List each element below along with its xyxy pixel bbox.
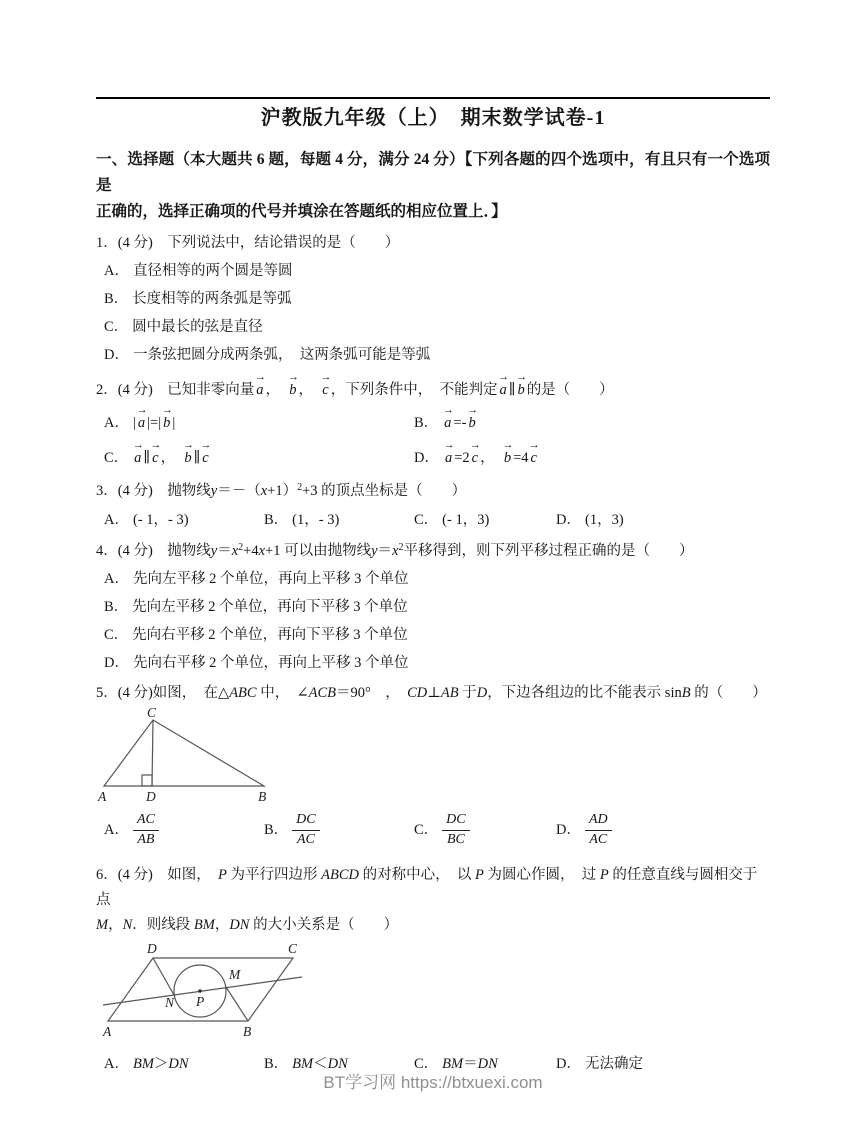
triangle-outline: [104, 720, 264, 786]
question-5-options: [96, 812, 770, 849]
footer-watermark: BT学习网 https://btxuexi.com: [323, 1073, 543, 1092]
vector-a: → a: [132, 439, 144, 466]
option-label: B．: [264, 821, 289, 838]
vector-c: → c: [528, 439, 540, 466]
question-2-stem: 2．(4 分) 已知非零向量 → a ， → b ， → c ，下列条件中， 不能判定 → a ∥ → b 的是（ ）: [96, 380, 770, 401]
option-label: C．: [414, 512, 439, 528]
question-6-stem: 6．(4 分) 如图， P 为平行四边形 ABCD 的对称中心， 以 P 为圆心作圆， 过 P 的任意直线与圆相交于点 M，N．则线段 BM，DN 的大小关系是（ ）: [96, 866, 758, 933]
vector-arrow-icon: →: [442, 404, 454, 417]
option-text: 一条弦把圆分成两条弧， 这两条弧可能是等弧: [132, 347, 431, 363]
vector-arrow-icon: →: [136, 404, 148, 417]
vertex-label-d: D: [146, 789, 156, 804]
vector-arrow-icon: →: [200, 439, 212, 452]
option-text: [442, 812, 469, 847]
option-label: B．: [104, 291, 129, 307]
vector-arrow-icon: →: [150, 439, 162, 452]
option-label: D．: [104, 347, 129, 363]
option-label: C．: [104, 450, 129, 466]
option-text: [585, 812, 612, 847]
option-label: A．: [104, 512, 129, 528]
fraction: $\frac{AD}{AC}$: [585, 812, 612, 849]
option-text: | → a |=| → b |: [133, 415, 175, 431]
vector-a: → a: [254, 371, 266, 398]
vertex-label-c: C: [147, 705, 157, 720]
option-text: (1，- 3): [292, 512, 340, 528]
option-text: BM＜DN: [292, 1055, 348, 1072]
option-text: → a =2 → c ， → b =4 → c: [443, 450, 539, 466]
option-label: C．: [414, 1055, 439, 1072]
question-1-option-c: [96, 317, 770, 338]
vector-c: → c: [320, 371, 332, 398]
option-label: B．: [414, 415, 439, 431]
question-2-option-b: [406, 404, 770, 434]
vector-arrow-icon: →: [132, 439, 144, 452]
question-1: [96, 233, 770, 366]
point-label-n: N: [165, 994, 175, 1010]
option-text: → a ∥ → c ， → b ∥ → c: [132, 450, 211, 466]
question-2-options: [96, 404, 770, 469]
triangle-figure: [96, 706, 296, 806]
option-label: D．: [556, 821, 581, 838]
vertex-label-b: B: [258, 789, 267, 804]
question-5-option-a: [96, 812, 256, 849]
vector-arrow-icon: →: [469, 439, 481, 452]
option-label: C．: [104, 319, 129, 335]
page-title: 沪教版九年级（上） 期末数学试卷-1: [260, 107, 606, 129]
option-text: 圆中最长的弦是直径: [132, 319, 263, 335]
option-text: (1，3): [584, 512, 624, 528]
option-text: 先向左平移 2 个单位，再向下平移 3 个单位: [132, 599, 408, 615]
option-text: 无法确定: [584, 1055, 643, 1072]
right-angle-mark: [142, 775, 152, 786]
option-text: 先向右平移 2 个单位，再向下平移 3 个单位: [132, 627, 408, 643]
option-label: D．: [104, 655, 129, 671]
vector-arrow-icon: →: [502, 439, 514, 452]
option-text: 长度相等的两条弧是等弧: [132, 291, 292, 307]
option-text: 先向左平移 2 个单位，再向上平移 3 个单位: [132, 571, 409, 587]
option-text: [292, 812, 319, 847]
vector-arrow-icon: →: [498, 371, 510, 384]
question-4-option-b: [96, 597, 770, 618]
question-3-options: [96, 510, 770, 531]
question-1-option-d: [96, 345, 770, 366]
vector-arrow-icon: →: [443, 439, 455, 452]
point-label-p: P: [196, 993, 205, 1009]
option-text: 先向右平移 2 个单位，再向上平移 3 个单位: [132, 655, 409, 671]
vector-arrow-icon: →: [320, 371, 332, 384]
option-label: D．: [556, 512, 581, 528]
vector-b: → b: [516, 371, 528, 398]
question-4-option-c: [96, 625, 770, 646]
fraction: $\frac{DC}{AC}$: [292, 812, 319, 849]
option-label: A．: [104, 1055, 129, 1072]
question-3-stem: 3．(4 分) 抛物线$y=-(x+1)^2+3$ 的顶点坐标是（ ）: [96, 482, 467, 499]
center-dot: [198, 989, 202, 993]
question-6-figure: [96, 941, 770, 1046]
option-label: C．: [104, 627, 129, 643]
option-label: A．: [104, 571, 129, 587]
option-text: 直径相等的两个圆是等圆: [132, 263, 293, 279]
segment-mb: [226, 987, 248, 1021]
question-1-option-b: [96, 289, 770, 310]
vector-arrow-icon: →: [287, 371, 299, 384]
vertex-label-c: C: [288, 940, 298, 956]
question-5-stem: 5．(4 分)如图， 在△ABC 中， ∠ACB＝90° ， CD⊥AB 于D，下边各组边的比不能表示 sinB 的（ ）: [96, 685, 767, 701]
vector-c: → c: [469, 439, 481, 466]
fraction: $\frac{AC}{AB}$: [133, 812, 159, 849]
page-content: [0, 97, 866, 1075]
option-text: (- 1，3): [442, 512, 490, 528]
vertex-label-b: B: [243, 1023, 252, 1039]
question-5-figure: [96, 706, 770, 806]
vector-a: → a: [136, 404, 148, 431]
vector-b: → b: [502, 439, 514, 466]
vector-b: → b: [183, 439, 194, 466]
question-5-option-d: [548, 812, 770, 849]
question-2: [96, 371, 770, 469]
vector-a: → a: [442, 404, 454, 431]
vector-arrow-icon: →: [161, 404, 173, 417]
option-text: (- 1，- 3): [132, 512, 189, 528]
vector-b: → b: [161, 404, 173, 431]
vector-arrow-icon: →: [183, 439, 194, 452]
question-1-stem: 1．(4 分) 下列说法中，结论错误的是（ ）: [96, 235, 400, 251]
option-text: BM＞DN: [132, 1055, 189, 1072]
vertex-label-d: D: [147, 940, 157, 956]
fraction: $\frac{DC}{BC}$: [442, 812, 469, 849]
vector-arrow-icon: →: [516, 371, 528, 384]
question-4: [96, 541, 770, 674]
vector-a: → a: [443, 439, 455, 466]
question-5-option-c: [406, 812, 548, 849]
question-5-option-b: [256, 812, 406, 849]
question-3: [96, 481, 770, 531]
vector-b: → b: [287, 371, 299, 398]
vertex-label-a: A: [103, 1023, 112, 1039]
vector-arrow-icon: →: [528, 439, 540, 452]
question-2-option-c: [96, 439, 406, 469]
question-3-option-a: [96, 510, 256, 531]
option-label: C．: [414, 821, 439, 838]
question-2-option-a: [96, 404, 406, 434]
option-text: → a =- → b: [442, 415, 478, 431]
option-label: D．: [556, 1055, 581, 1072]
vector-c: → c: [150, 439, 162, 466]
question-2-option-d: [406, 439, 770, 469]
question-4-option-a: [96, 569, 770, 590]
parallelogram-figure: [96, 941, 336, 1046]
question-6: [96, 863, 770, 1075]
question-4-option-d: [96, 653, 770, 674]
vector-a: → a: [498, 371, 510, 398]
option-text: BM＝DN: [442, 1055, 498, 1072]
option-label: A．: [104, 821, 129, 838]
vector-b: → b: [467, 404, 479, 431]
point-label-m: M: [229, 966, 241, 982]
vector-arrow-icon: →: [254, 371, 266, 384]
option-label: B．: [264, 512, 289, 528]
option-label: D．: [414, 450, 439, 466]
vector-c: → c: [200, 439, 212, 466]
option-label: A．: [104, 263, 129, 279]
vector-arrow-icon: →: [467, 404, 479, 417]
question-1-option-a: [96, 261, 770, 282]
option-text: [133, 812, 159, 847]
segment-dn: [153, 958, 174, 995]
question-1-options: [96, 261, 770, 366]
option-label: B．: [104, 599, 129, 615]
question-4-options: [96, 569, 770, 674]
option-label: B．: [264, 1055, 289, 1072]
vertex-label-a: A: [98, 789, 107, 804]
question-3-option-c: [406, 510, 548, 531]
question-4-stem: 4．(4 分) 抛物线$y=x^2+4x+1$ 可以由抛物线$y=x^2$平移得到，则下列平移过程正确的是（ ）: [96, 542, 694, 559]
question-3-option-b: [256, 510, 406, 531]
question-5: [96, 683, 770, 849]
section-heading: 一、选择题（本大题共 6 题，每题 4 分，满分 24 分）【下列各题的四个选项中，有且只有一个选项是 正确的，选择正确项的代号并填涂在答题纸的相应位置上．】: [96, 151, 770, 220]
option-label: A．: [104, 415, 129, 431]
question-3-option-d: [548, 510, 770, 531]
header-rule: [96, 97, 770, 99]
